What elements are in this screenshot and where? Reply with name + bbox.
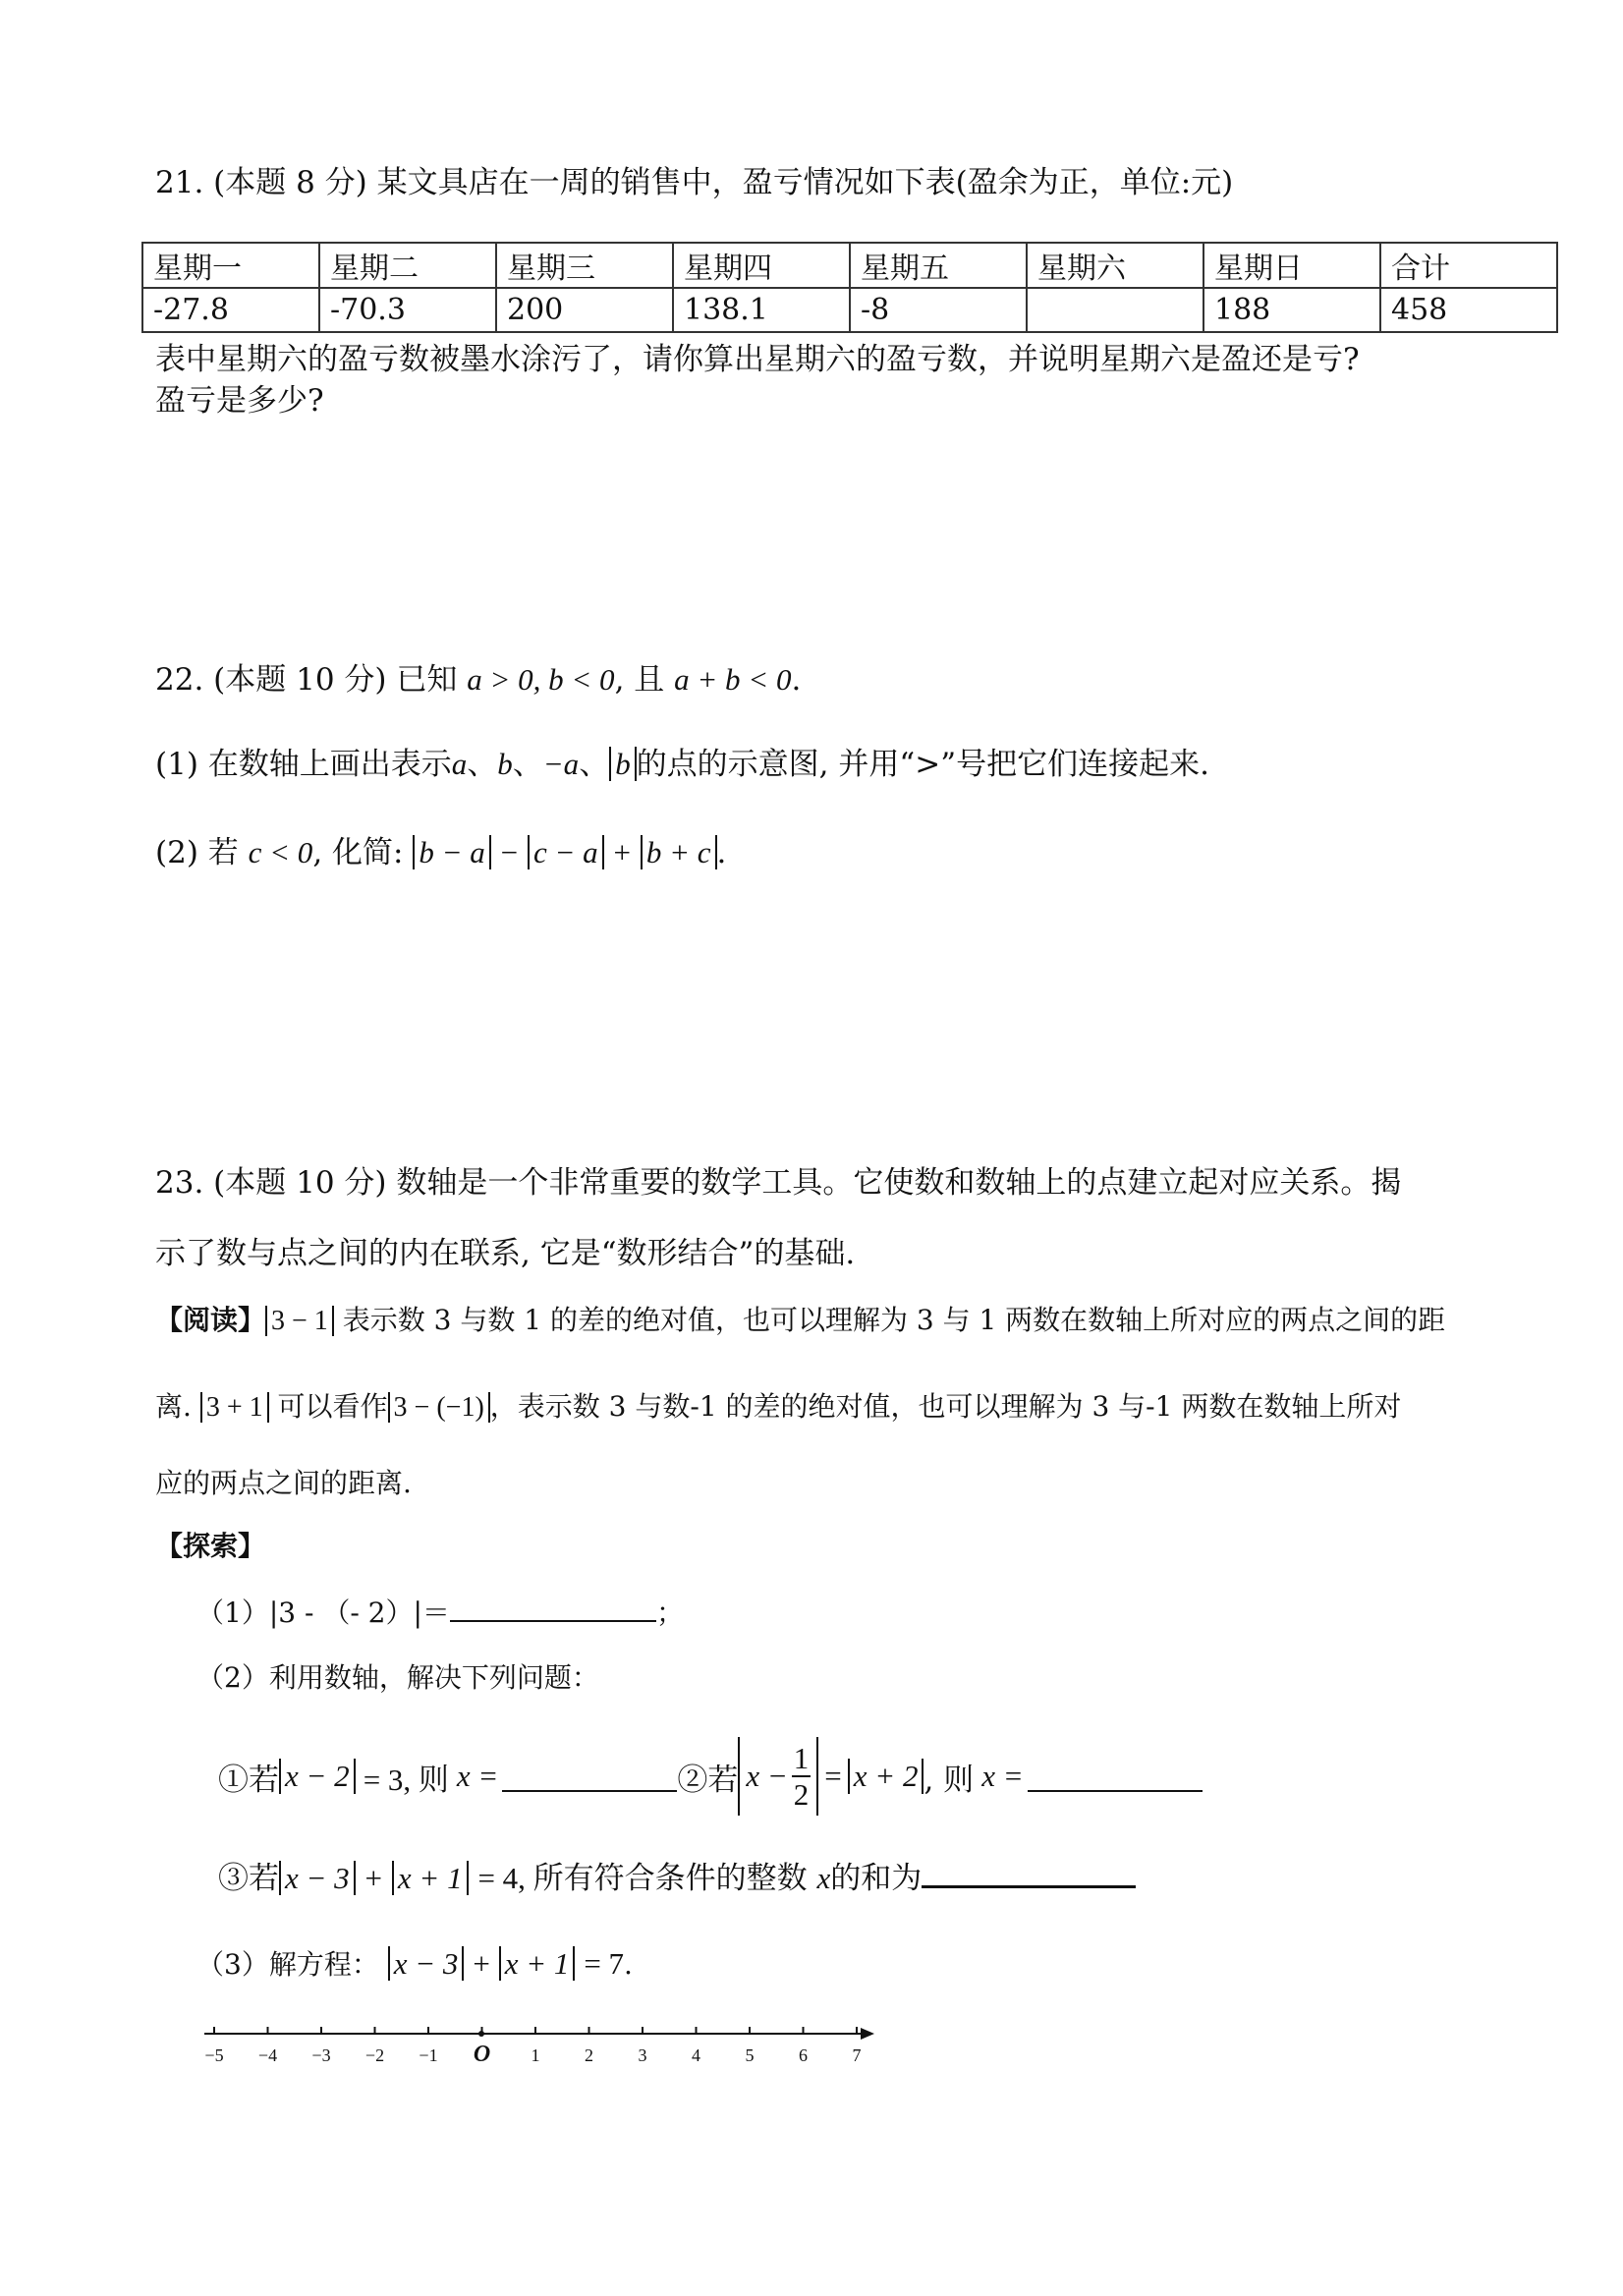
q22-p1-b: b bbox=[497, 747, 513, 781]
q22-p2-end: . bbox=[716, 835, 727, 870]
c2-xeq: x = bbox=[981, 1759, 1024, 1793]
c2-then: , 则 bbox=[923, 1762, 975, 1798]
c2-eq: = bbox=[824, 1759, 842, 1793]
explore-part1 bbox=[196, 1592, 684, 1631]
read-line2-a: 离. bbox=[155, 1390, 192, 1423]
tick-label: O bbox=[473, 2042, 491, 2067]
tick-label: 6 bbox=[799, 2045, 808, 2065]
q23-read-line1 bbox=[155, 1299, 1445, 1338]
q21-heading: 21. (本题 8 分) 某文具店在一周的销售中，盈亏情况如下表(盈余为正，单位:元) bbox=[155, 165, 1234, 200]
q22-p1-sep3: 、 bbox=[579, 747, 610, 782]
e1-text: （1）|3 - （- 2）|＝ bbox=[196, 1596, 450, 1629]
tick-label: −4 bbox=[257, 2045, 278, 2065]
answer-blank-c2[interactable] bbox=[1028, 1761, 1203, 1792]
tick-label: −1 bbox=[419, 2045, 438, 2065]
table-cell: 188 bbox=[1203, 288, 1380, 332]
q23-read-line3: 应的两点之间的距离. bbox=[155, 1467, 412, 1499]
c3-x: x bbox=[816, 1861, 831, 1895]
e3-abs2: x + 1 bbox=[499, 1946, 576, 1981]
q22-p1-sep1: 、 bbox=[467, 747, 498, 782]
c1-eq: = 3, 则 bbox=[363, 1762, 449, 1797]
table-cell: 星期三 bbox=[496, 243, 673, 288]
number-line-arrow-icon bbox=[861, 2028, 874, 2040]
q22-part2 bbox=[155, 827, 726, 871]
table-cell: -70.3 bbox=[319, 288, 496, 332]
e3-plus: + bbox=[473, 1946, 490, 1981]
c1-abs: x − 2 bbox=[279, 1759, 356, 1794]
c1-prefix: ①若 bbox=[218, 1762, 279, 1798]
answer-blank-c3[interactable] bbox=[922, 1856, 1136, 1888]
read-text1: 表示数 3 与数 1 的差的绝对值，也可以理解为 3 与 1 两数在数轴上所对应的两点之间的距 bbox=[342, 1304, 1446, 1336]
q22-part1 bbox=[155, 739, 1209, 783]
c3-plus: + bbox=[364, 1861, 383, 1895]
table-cell: 200 bbox=[496, 288, 673, 332]
c3-suffix: 的和为 bbox=[830, 1861, 923, 1896]
table-cell: 星期五 bbox=[850, 243, 1027, 288]
c2-denominator: 2 bbox=[793, 1777, 810, 1812]
q22-prefix: 22. (本题 10 分) 已知 bbox=[155, 662, 458, 698]
c3-eq: = 4, 所有符合条件的整数 bbox=[477, 1861, 808, 1895]
explore-part3 bbox=[196, 1943, 633, 1983]
q22-p1-prefix: (1) 在数轴上画出表示 bbox=[155, 747, 452, 782]
table-cell: 星期四 bbox=[673, 243, 850, 288]
table-cell: 星期六 bbox=[1027, 243, 1203, 288]
answer-blank-e1[interactable] bbox=[450, 1595, 656, 1622]
sales-table bbox=[141, 242, 1558, 333]
table-cell bbox=[1027, 288, 1203, 332]
q22-p2-op1: − bbox=[500, 835, 519, 869]
c1-x: x = bbox=[456, 1759, 499, 1793]
q22-sep: , 且 bbox=[614, 662, 665, 698]
q22-p2-term2: c − a bbox=[528, 835, 604, 869]
table-cell: -8 bbox=[850, 288, 1027, 332]
read-label: 【阅读】 bbox=[155, 1304, 266, 1336]
c2-x: x − bbox=[746, 1759, 788, 1793]
tick-label: 3 bbox=[638, 2045, 647, 2065]
q22-end: . bbox=[791, 662, 802, 698]
c3-abs2: x + 1 bbox=[392, 1861, 469, 1895]
q22-p1-abs-b: b bbox=[609, 747, 637, 781]
answer-blank-c1[interactable] bbox=[502, 1761, 677, 1792]
table-cell: 星期日 bbox=[1203, 243, 1380, 288]
q23-line1: 23. (本题 10 分) 数轴是一个非常重要的数学工具。它使数和数轴上的点建立起对应关系。揭 bbox=[155, 1165, 1402, 1201]
table-cell: 合计 bbox=[1380, 243, 1557, 288]
explore-label: 【探索】 bbox=[155, 1530, 266, 1562]
q22-p1-sep2: 、 bbox=[512, 747, 543, 782]
table-value-row bbox=[142, 288, 1557, 332]
q23-line2: 示了数与点之间的内在联系, 它是“数形结合”的基础. bbox=[155, 1236, 856, 1271]
q21-text-line2: 盈亏是多少? bbox=[155, 383, 324, 419]
q22-p1-a: a bbox=[451, 747, 468, 781]
q22-p1-suffix: 的点的示意图, 并用“>”号把它们连接起来. bbox=[636, 747, 1209, 782]
explore-part2: （2）利用数轴，解决下列问题： bbox=[196, 1661, 599, 1694]
c2-prefix: ②若 bbox=[677, 1762, 739, 1798]
read-abs2: 3 + 1 bbox=[200, 1392, 269, 1423]
tick-label: 1 bbox=[531, 2045, 540, 2065]
c2-abs2: x + 2 bbox=[848, 1759, 924, 1794]
table-cell: 458 bbox=[1380, 288, 1557, 332]
e3-eq: = 7 bbox=[584, 1946, 625, 1981]
number-line bbox=[196, 2014, 884, 2073]
q22-p2-cond: c < 0 bbox=[248, 835, 313, 869]
q22-p2-prefix: (2) 若 bbox=[155, 835, 239, 870]
q21-text-line1: 表中星期六的盈亏数被墨水涂污了，请你算出星期六的盈亏数，并说明星期六是盈还是亏? bbox=[155, 342, 1360, 377]
table-cell: -27.8 bbox=[142, 288, 319, 332]
table-header-row bbox=[142, 243, 1557, 288]
table-cell: 星期一 bbox=[142, 243, 319, 288]
c2-abs1-bar bbox=[816, 1737, 818, 1816]
e1-end: ； bbox=[655, 1596, 684, 1629]
table-cell: 138.1 bbox=[673, 288, 850, 332]
q22-cond2: a + b < 0 bbox=[674, 662, 792, 697]
tick-label: 5 bbox=[745, 2045, 755, 2065]
tick-label: 7 bbox=[852, 2045, 862, 2065]
e3-prefix: （3）解方程： bbox=[196, 1948, 379, 1981]
q22-heading bbox=[155, 654, 801, 699]
tick-label: −5 bbox=[204, 2045, 224, 2065]
c3-abs1: x − 3 bbox=[279, 1861, 356, 1895]
read-abs1: 3 − 1 bbox=[265, 1306, 334, 1336]
e3-abs1: x − 3 bbox=[388, 1946, 465, 1981]
q22-p2-mid: , 化简: bbox=[312, 835, 404, 870]
q22-p2-term1: b − a bbox=[413, 835, 490, 869]
sub-question-1-2 bbox=[218, 1737, 1203, 1816]
q22-p1-neg-a: −a bbox=[542, 747, 580, 781]
q22-p2-op2: + bbox=[613, 835, 631, 869]
q23-read-line2 bbox=[155, 1385, 1401, 1425]
read-line2-b: 可以看作 bbox=[277, 1390, 388, 1423]
q22-p2-term3: b + c bbox=[641, 835, 717, 869]
tick-label: −2 bbox=[364, 2045, 385, 2065]
tick-label: 2 bbox=[585, 2045, 593, 2065]
sub-question-3 bbox=[218, 1853, 1136, 1897]
table-cell: 星期二 bbox=[319, 243, 496, 288]
c2-abs1 bbox=[738, 1737, 818, 1816]
read-abs3: 3 − (−1) bbox=[388, 1392, 490, 1423]
c2-numerator: 1 bbox=[793, 1741, 810, 1775]
c3-prefix: ③若 bbox=[218, 1861, 279, 1896]
q22-cond1: a > 0, b < 0 bbox=[467, 662, 615, 697]
c2-fraction bbox=[792, 1743, 812, 1810]
e3-end: . bbox=[624, 1948, 633, 1981]
read-line2-c: ，表示数 3 与数-1 的差的绝对值，也可以理解为 3 与-1 两数在数轴上所对 bbox=[489, 1390, 1402, 1423]
tick-label: −3 bbox=[311, 2045, 331, 2065]
tick-label: 4 bbox=[692, 2045, 700, 2065]
